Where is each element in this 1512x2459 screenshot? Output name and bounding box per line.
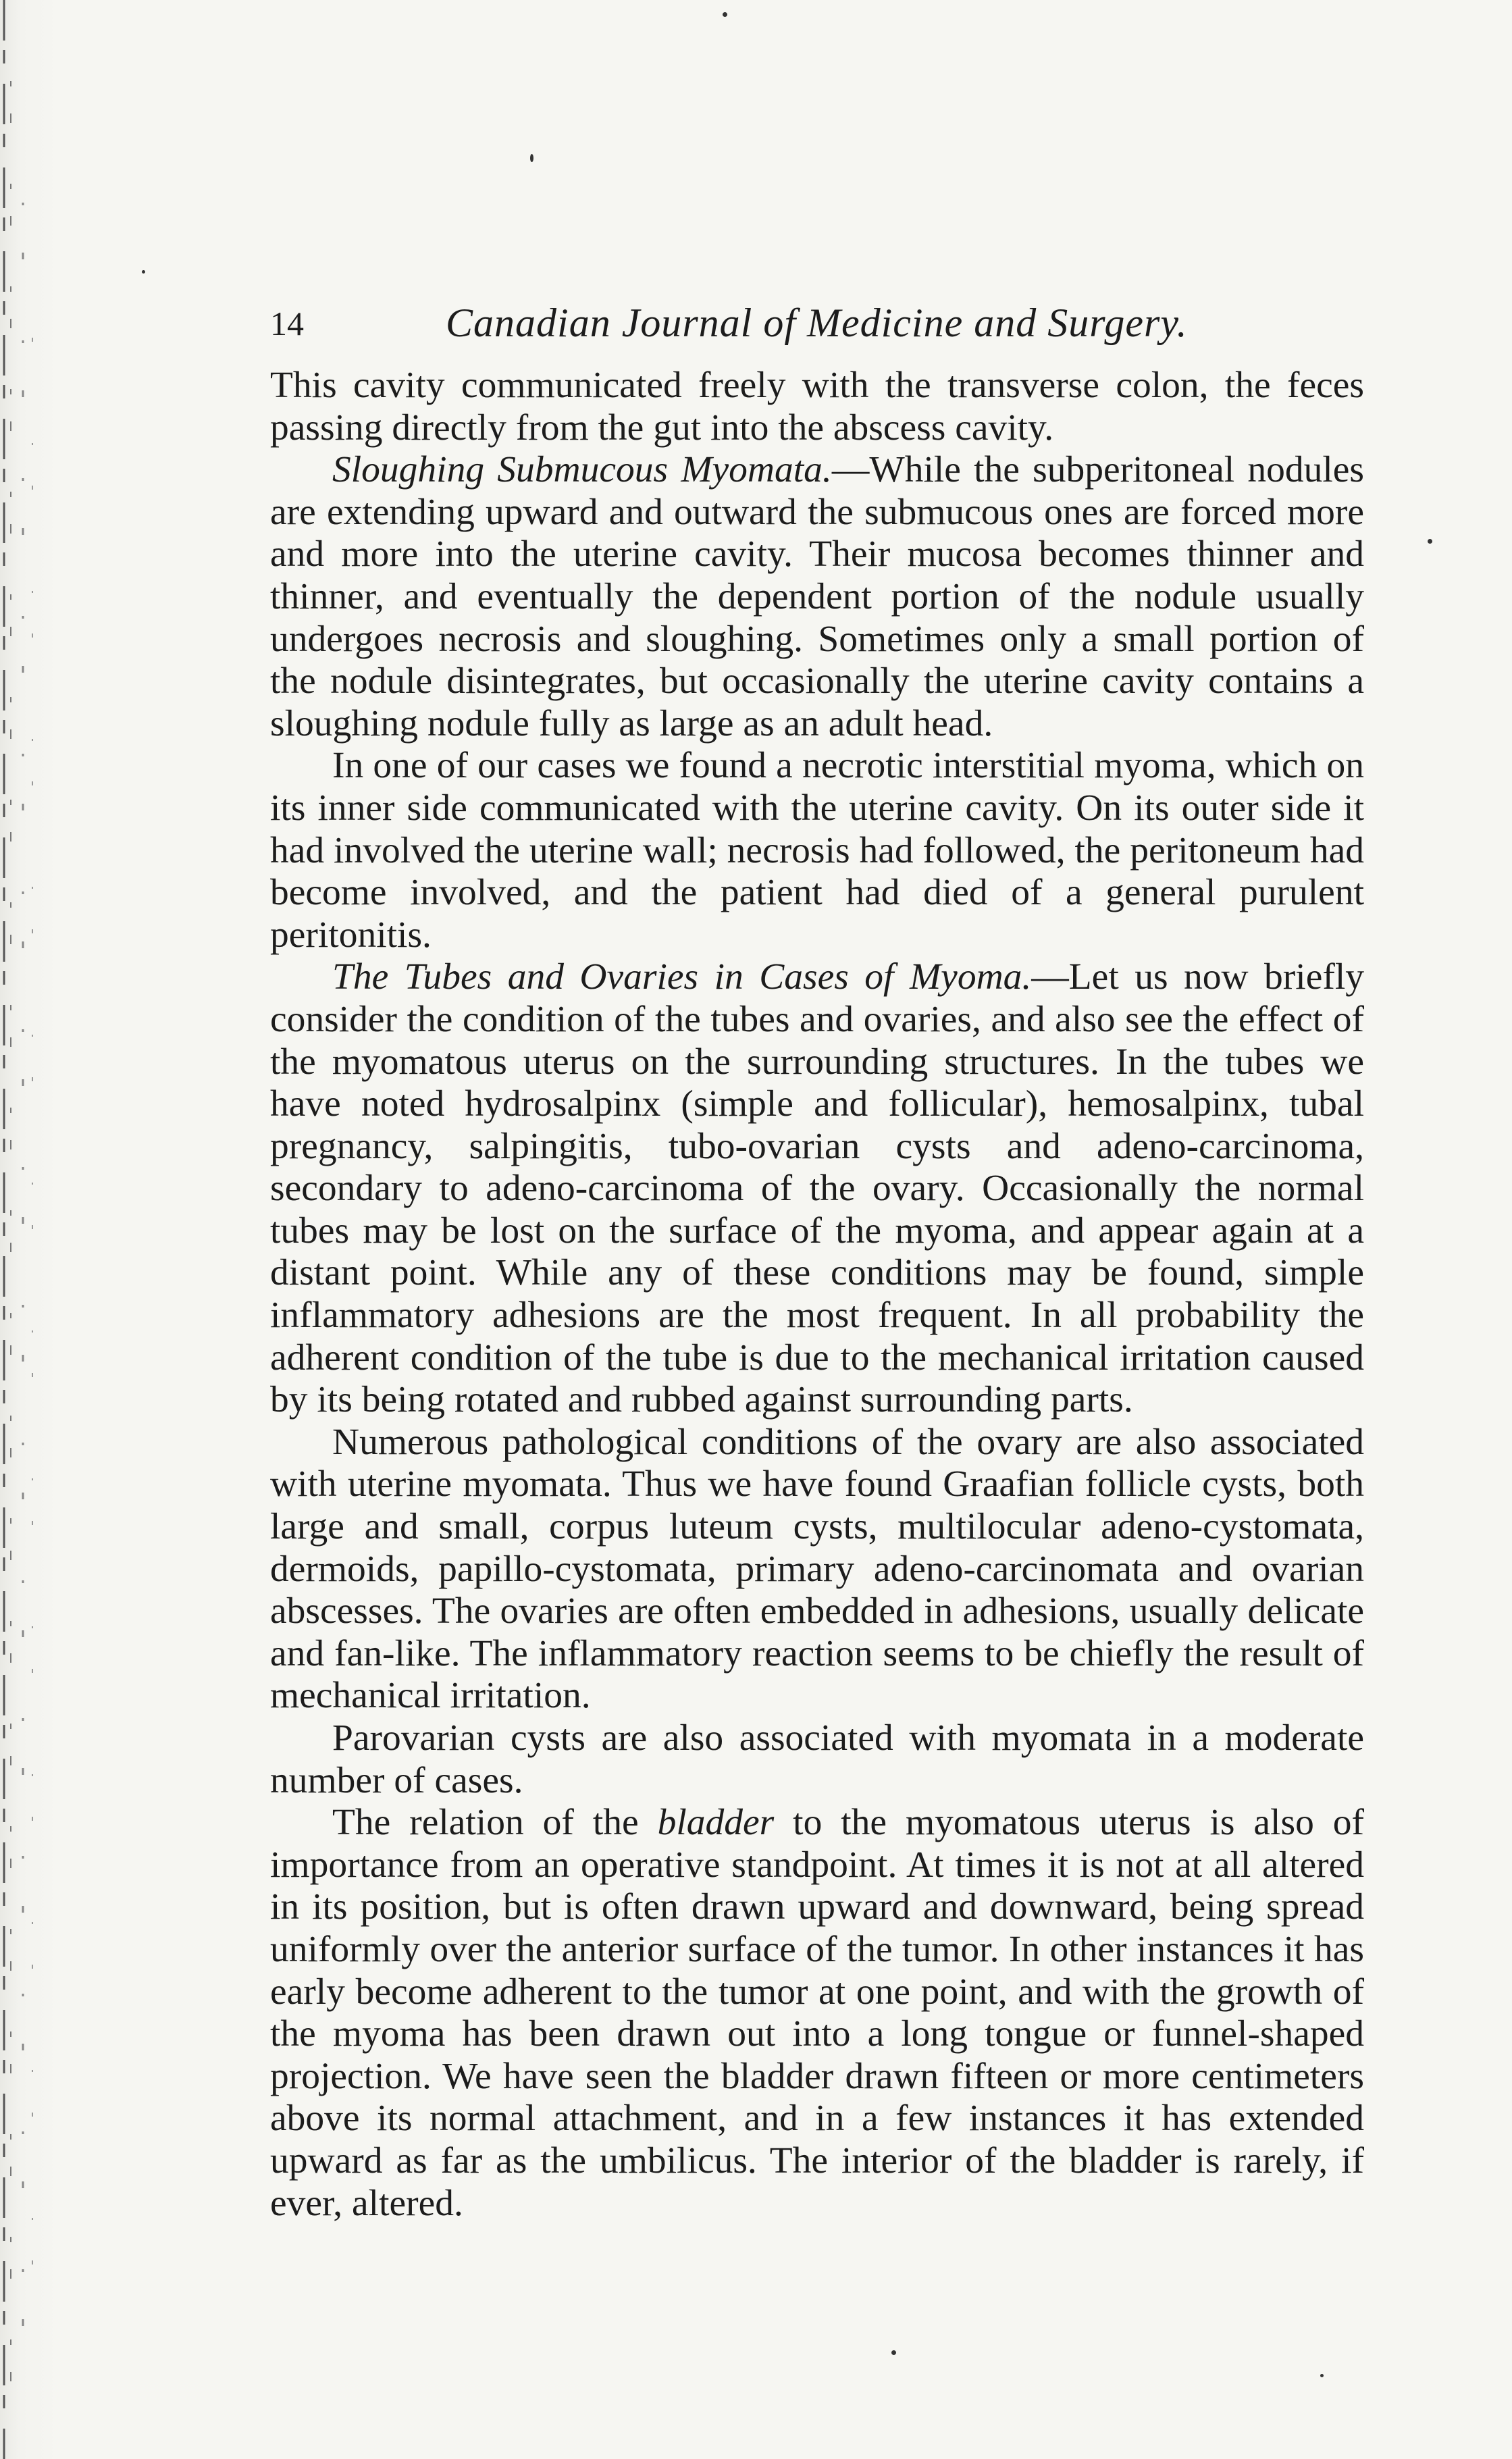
article-body (270, 365, 1364, 2225)
paragraph-abscess-cavity (270, 365, 1364, 449)
paragraph-parovarian-cysts (270, 1717, 1364, 1802)
paragraph-ovary-conditions (270, 1422, 1364, 1717)
print-speck (891, 2350, 896, 2355)
paragraph-text: Numerous pathological conditions of the ovary are also associated with uterine myomata. Thus we have found Graafian follicle cysts, both large and small, corpus luteum cysts, multilocular adeno-cystomata, dermoids, papillo-cystomata, primary adeno-carcinomata and ovarian abscesses. The ovaries are often embedded in adhesions, usually delicate and fan-like. The inflammatory reaction seems to be chiefly the result of mechanical irritation. (270, 1421, 1364, 1717)
page-header (270, 290, 1364, 365)
paragraph-text: to the myomatous uterus is also of importance from an operative standpoint. At times it is not at all altered in its position, but is often drawn upward and downward, being spread uniformly over the anterior surface of the tumor. In other instances it has early become adherent to the tumor at one point, and with the growth of the myoma has been drawn out into a long tongue or funnel-shaped projection. We have seen the bladder drawn fifteen or more centimeters above its normal attachment, and in a few instances it has extended upward as far as the umbilicus. The interior of the bladder is rarely, if ever, altered. (270, 1802, 1364, 2224)
paragraph-text: The relation of the (332, 1802, 658, 1844)
paragraph-sloughing-myomata (270, 449, 1364, 745)
paragraph-text: —Let us now briefly consider the condition of the tubes and ovaries, and also see the effect of the myomatous uterus on the surrounding structures. In the tubes we have noted hydrosalpinx (simple and follicular), hemosalpinx, tubal pregnancy, salpingitis, tubo-ovarian cysts and adeno-carcinoma, secondary to adeno-carcinoma of the ovary. Occasionally the normal tubes may be lost on the surface of the myoma, and appear again at a distant point. While any of these conditions may be found, simple inflammatory adhesions are the most frequent. In all probability the adherent condition of the tube is due to the mechanical irritation caused by its being rotated and rubbed against surrounding parts. (270, 956, 1364, 1421)
print-speck (1320, 2374, 1324, 2377)
section-heading: Sloughing Submucous Myomata. (332, 449, 832, 491)
page (270, 290, 1364, 2225)
emphasis-bladder: bladder (657, 1802, 775, 1844)
paragraph-text: Parovarian cysts are also associated with myomata in a moderate number of cases. (270, 1717, 1364, 1801)
paragraph-text: This cavity communicated freely with the transverse colon, the feces passing directly from the gut into the abscess cavity. (270, 365, 1364, 448)
page-number: 14 (270, 305, 304, 342)
paragraph-text: In one of our cases we found a necrotic interstitial myoma, which on its inner side communicated with the uterine cavity. On its outer side it had involved the uterine wall; necrosis had followed, the peritoneum had become involved, and the patient had died of a general purulent peritonitis. (270, 745, 1364, 956)
scan-gutter (0, 0, 61, 2459)
print-speck (723, 12, 727, 17)
section-heading: The Tubes and Ovaries in Cases of Myoma. (332, 956, 1032, 998)
running-head: Canadian Journal of Medicine and Surgery. (446, 301, 1188, 345)
print-speck (1428, 539, 1432, 544)
paragraph-text: —While the subperitoneal nodules are extending upward and outward the submucous ones are forced more and more into the uterine cavity. Their mucosa becomes thinner and thinner, and eventually the dependent portion of the nodule usually undergoes necrosis and sloughing. Sometimes only a small portion of the nodule disintegrates, but occasionally the uterine cavity contains a sloughing nodule fully as large as an adult head. (270, 449, 1364, 744)
paragraph-necrotic-myoma (270, 745, 1364, 956)
paragraph-bladder (270, 1802, 1364, 2225)
print-speck (530, 154, 533, 162)
print-speck (142, 270, 145, 274)
paragraph-tubes-ovaries (270, 956, 1364, 1422)
binding-edge-marks (0, 0, 61, 2459)
